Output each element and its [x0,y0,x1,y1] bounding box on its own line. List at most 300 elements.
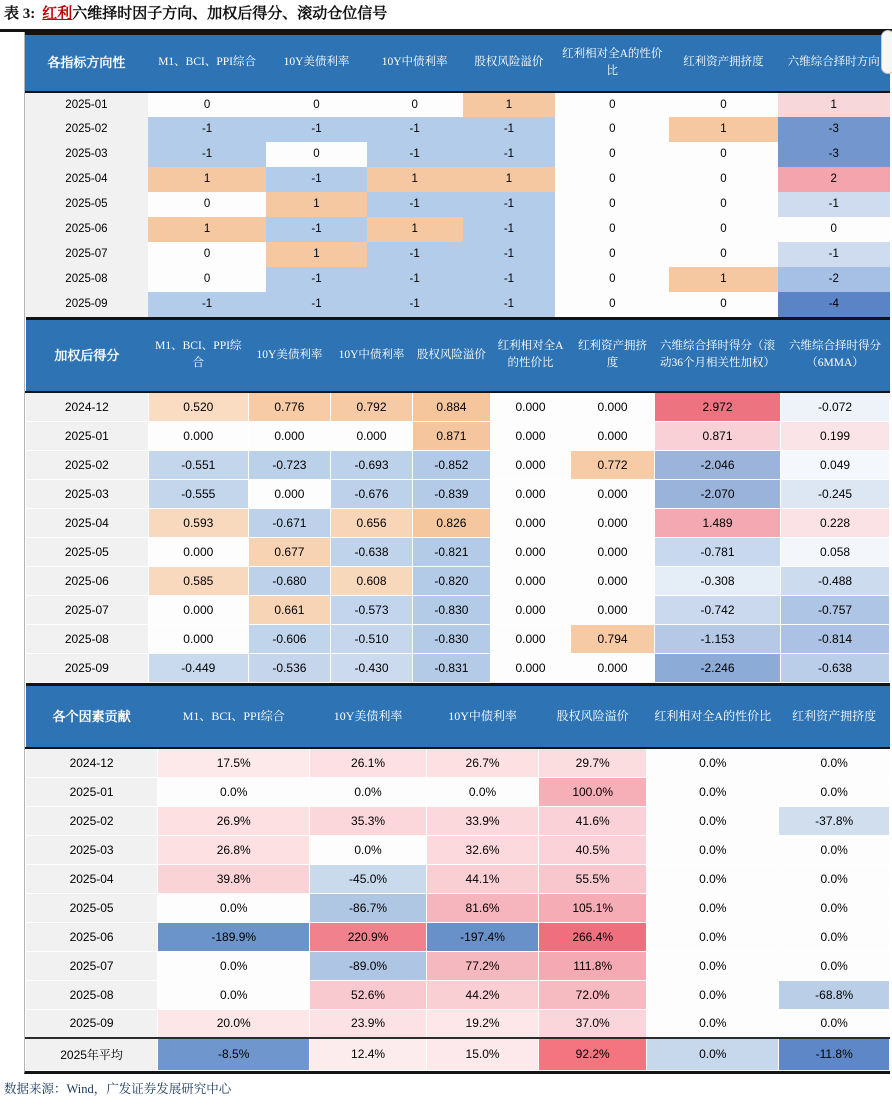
data-cell: 0.000 [248,421,330,450]
data-cell: 0.0% [647,777,779,806]
data-cell: 0.0% [426,777,538,806]
data-cell: 0.000 [490,450,570,479]
data-cell: 0.000 [571,537,655,566]
header-row [26,684,890,748]
row-label: 2025-05 [26,893,158,922]
data-cell: 0 [266,142,366,167]
data-cell: 0.000 [148,595,248,624]
data-cell: 41.6% [539,806,647,835]
data-cell: 0.000 [490,392,570,421]
data-cell: 0 [555,92,669,117]
row-label: 2025-03 [26,479,149,508]
data-cell: -1 [463,217,556,242]
data-cell: 1 [148,217,267,242]
data-cell: -0.449 [148,653,248,682]
row-label: 2025-05 [25,192,148,217]
data-cell: -1 [367,267,463,292]
column-header: 六维综合择时得分（6MMA） [781,318,890,392]
data-cell: 55.5% [539,864,647,893]
data-cell: -45.0% [310,864,427,893]
data-cell: 0.772 [571,450,655,479]
data-cell: 0.0% [647,893,779,922]
data-cell: 17.5% [158,748,310,777]
data-cell: 1 [463,167,556,192]
data-cell: -0.638 [781,653,890,682]
data-cell: 0.661 [248,595,330,624]
table-row [26,1009,890,1038]
data-cell: 0 [669,242,777,267]
data-cell: 0.000 [148,421,248,450]
column-header: 10Y中债利率 [330,318,412,392]
data-cell: -2.246 [654,653,780,682]
data-source-note: 数据来源：Wind，广发证券发展研究中心 [4,1081,232,1096]
data-cell: -86.7% [310,893,427,922]
table-row [25,142,890,167]
data-cell: 0.0% [647,835,779,864]
table-row [26,537,890,566]
table-row [26,951,890,980]
data-cell: 100.0% [539,777,647,806]
data-cell: -0.830 [413,624,491,653]
data-cell: -0.723 [248,450,330,479]
data-cell: 0 [555,142,669,167]
data-cell: 0.0% [779,864,890,893]
row-label: 2025-02 [26,450,149,479]
data-cell: 0 [669,92,777,117]
column-header: 红利相对全A的性价比 [647,684,779,748]
row-label: 2025-09 [26,653,149,682]
data-cell: 0.000 [571,479,655,508]
data-cell: -1 [266,117,366,142]
data-cell: -11.8% [779,1038,890,1070]
column-header: 红利资产拥挤度 [571,318,655,392]
table-direction [25,32,890,317]
data-cell: 0.677 [248,537,330,566]
data-cell: 19.2% [426,1009,538,1038]
data-cell: 0.000 [248,479,330,508]
data-cell: -0.820 [413,566,491,595]
data-cell: 2 [778,167,891,192]
data-cell: 44.2% [426,980,538,1009]
data-cell: 0.0% [779,951,890,980]
table-row [26,479,890,508]
data-cell: 1 [266,242,366,267]
data-cell: -37.8% [779,806,890,835]
table-row [26,893,890,922]
data-cell: -0.488 [781,566,890,595]
data-cell: 0 [555,267,669,292]
section-label: 各个因素贡献 [26,684,158,748]
data-cell: -1 [778,192,891,217]
column-header: 10Y美债利率 [310,684,427,748]
data-cell: 0.000 [490,479,570,508]
row-label: 2025-03 [25,142,148,167]
data-cell: 1 [778,92,891,117]
data-cell: -0.852 [413,450,491,479]
data-cell: -1 [148,292,267,317]
table-row [26,864,890,893]
data-cell: -0.072 [781,392,890,421]
data-cell: 0.0% [779,835,890,864]
table-row [26,508,890,537]
row-label: 2025-07 [26,951,158,980]
table-row [26,421,890,450]
data-cell: -0.830 [413,595,491,624]
column-header: 股权风险溢价 [413,318,491,392]
data-cell: 0 [148,92,267,117]
data-cell: 0.000 [571,508,655,537]
data-cell: 0 [555,292,669,317]
column-header: 10Y美债利率 [248,318,330,392]
column-header: M1、BCI、PPI综合 [158,684,310,748]
data-cell: -2.046 [654,450,780,479]
table-row [26,1038,890,1070]
row-label: 2025-02 [26,806,158,835]
data-cell: -0.638 [330,537,412,566]
data-cell: 0.0% [647,806,779,835]
data-cell: 40.5% [539,835,647,864]
header-row [26,318,890,392]
data-cell: 0.0% [647,980,779,1009]
data-cell: -0.680 [248,566,330,595]
data-cell: -0.831 [413,653,491,682]
data-cell: 0 [669,142,777,167]
data-cell: 0.826 [413,508,491,537]
data-cell: -0.573 [330,595,412,624]
data-cell: 0.608 [330,566,412,595]
data-cell: -0.245 [781,479,890,508]
data-cell: 0 [148,192,267,217]
table-row [25,217,890,242]
data-cell: 0 [669,217,777,242]
row-label: 2024-12 [26,748,158,777]
data-cell: -1 [463,242,556,267]
data-cell: -0.536 [248,653,330,682]
data-cell: 35.3% [310,806,427,835]
data-cell: -1 [367,192,463,217]
data-cell: -1 [463,117,556,142]
data-cell: 0.000 [490,508,570,537]
data-cell: -0.693 [330,450,412,479]
data-cell: 1 [367,167,463,192]
data-cell: 0.884 [413,392,491,421]
section-label: 各指标方向性 [25,34,148,92]
data-cell: 0 [555,117,669,142]
table-row [26,392,890,421]
data-cell: -0.757 [781,595,890,624]
data-cell: -0.551 [148,450,248,479]
data-cell: 0.0% [779,748,890,777]
data-cell: -1 [463,267,556,292]
data-cell: 0.228 [781,508,890,537]
data-cell: 1 [463,92,556,117]
data-cell: -1 [148,117,267,142]
data-cell: 0.0% [647,1038,779,1070]
data-cell: 0.792 [330,392,412,421]
data-cell: 33.9% [426,806,538,835]
data-cell: 0.000 [571,653,655,682]
data-cell: 12.4% [310,1038,427,1070]
column-header: 红利相对全A的性价比 [555,34,669,92]
data-cell: 0 [669,192,777,217]
data-cell: -189.9% [158,922,310,951]
data-cell: 0.0% [310,777,427,806]
data-cell: -0.308 [654,566,780,595]
column-header: 红利相对全A的性价比 [490,318,570,392]
data-cell: 0.0% [647,864,779,893]
table-row [26,777,890,806]
row-label: 2025-05 [26,537,149,566]
data-cell: 0 [669,292,777,317]
row-label: 2025-08 [25,267,148,292]
data-cell: 0.000 [490,421,570,450]
data-cell: 0.0% [647,922,779,951]
data-cell: 0 [778,217,891,242]
data-cell: 0.000 [490,566,570,595]
table-row [26,922,890,951]
data-cell: -1 [266,217,366,242]
data-cell: 0.656 [330,508,412,537]
data-cell: -2.070 [654,479,780,508]
data-cell: -1 [266,167,366,192]
data-cell: 0 [266,92,366,117]
row-label: 2025-06 [25,217,148,242]
data-cell: 0 [555,217,669,242]
data-cell: -0.742 [654,595,780,624]
data-cell: 0.000 [490,624,570,653]
data-cell: 0 [669,167,777,192]
data-cell: -0.555 [148,479,248,508]
row-label: 2025-02 [25,117,148,142]
data-cell: -1 [266,267,366,292]
table-row [25,117,890,142]
data-cell: 23.9% [310,1009,427,1038]
data-cell: 0.0% [158,951,310,980]
data-cell: 0.0% [310,835,427,864]
data-cell: 0 [555,242,669,267]
data-cell: 0.199 [781,421,890,450]
table-row [26,624,890,653]
data-cell: -1 [463,292,556,317]
row-label: 2025-06 [26,566,149,595]
data-cell: 0.000 [148,624,248,653]
data-cell: 1 [148,167,267,192]
data-cell: -1.153 [654,624,780,653]
scrollbar-thumb[interactable] [881,30,892,74]
data-cell: 0.871 [654,421,780,450]
data-cell: -0.781 [654,537,780,566]
data-cell: 26.7% [426,748,538,777]
table-row [25,167,890,192]
data-cell: 0.520 [148,392,248,421]
column-header: 红利资产拥挤度 [779,684,890,748]
header-row [25,34,890,92]
data-cell: 0.000 [490,653,570,682]
row-label: 2025-09 [26,1009,158,1038]
data-cell: -3 [778,142,891,167]
data-cell: 26.1% [310,748,427,777]
data-cell: 0.776 [248,392,330,421]
column-header: M1、BCI、PPI综合 [148,34,267,92]
row-label: 2025-07 [26,595,149,624]
data-cell: -4 [778,292,891,317]
data-cell: 0 [367,92,463,117]
row-label: 2025-01 [25,92,148,117]
data-cell: 0.058 [781,537,890,566]
data-cell: -0.676 [330,479,412,508]
data-cell: 0.0% [779,893,890,922]
data-cell: 1 [266,192,366,217]
tables-container [24,32,890,1074]
data-cell: 0.0% [158,777,310,806]
data-cell: 44.1% [426,864,538,893]
data-cell: -0.510 [330,624,412,653]
data-cell: 0.871 [413,421,491,450]
data-cell: 0.0% [647,1009,779,1038]
data-cell: 0 [555,167,669,192]
data-cell: 0.585 [148,566,248,595]
table-row [25,267,890,292]
data-cell: 0 [148,267,267,292]
data-cell: 111.8% [539,951,647,980]
table-number: 表 3: [4,6,36,22]
row-label: 2025-08 [26,980,158,1009]
data-cell: 39.8% [158,864,310,893]
data-cell: 92.2% [539,1038,647,1070]
data-cell: 81.6% [426,893,538,922]
data-cell: 0.0% [647,748,779,777]
data-cell: 0.049 [781,450,890,479]
data-cell: -2 [778,267,891,292]
table-weighted-score [25,317,890,683]
data-cell: 0.000 [148,537,248,566]
section-label: 加权后得分 [26,318,149,392]
table-row [25,192,890,217]
data-cell: -8.5% [158,1038,310,1070]
data-cell: -1 [778,242,891,267]
table-row [25,242,890,267]
data-cell: 72.0% [539,980,647,1009]
data-cell: 37.0% [539,1009,647,1038]
row-label: 2025-03 [26,835,158,864]
column-header: 股权风险溢价 [463,34,556,92]
data-cell: 105.1% [539,893,647,922]
column-header: 六维综合择时得分（滚动36个月相关性加权） [654,318,780,392]
title-highlight-link[interactable]: 红利 [42,6,73,22]
row-label: 2025-04 [26,508,149,537]
data-cell: -1 [148,142,267,167]
data-cell: 266.4% [539,922,647,951]
data-cell: -1 [463,142,556,167]
data-cell: -0.606 [248,624,330,653]
table-row [26,748,890,777]
table-row [26,653,890,682]
data-cell: -1 [463,192,556,217]
data-cell: 1.489 [654,508,780,537]
data-cell: -0.821 [413,537,491,566]
data-cell: 0.0% [779,777,890,806]
data-cell: 0.593 [148,508,248,537]
table-title [0,0,892,26]
data-cell: -1 [367,142,463,167]
data-cell: -0.839 [413,479,491,508]
column-header: 10Y中债利率 [426,684,538,748]
data-cell: 0.000 [571,595,655,624]
data-cell: -1 [367,242,463,267]
table-row [26,566,890,595]
row-label: 2025-07 [25,242,148,267]
data-cell: 0.000 [330,421,412,450]
data-cell: 0 [148,242,267,267]
column-header: 股权风险溢价 [539,684,647,748]
data-cell: 1 [669,117,777,142]
data-cell: 1 [669,267,777,292]
data-cell: 0.0% [158,893,310,922]
table-row [26,806,890,835]
data-cell: 1 [367,217,463,242]
data-cell: -1 [266,292,366,317]
row-label: 2025-04 [25,167,148,192]
table-row [25,292,890,317]
data-cell: 52.6% [310,980,427,1009]
column-header: M1、BCI、PPI综合 [148,318,248,392]
data-cell: 0.0% [158,980,310,1009]
row-label: 2025-04 [26,864,158,893]
table-row [26,980,890,1009]
data-cell: 0.000 [490,537,570,566]
data-cell: -1 [367,117,463,142]
data-cell: 0.000 [571,421,655,450]
data-cell: 0.000 [571,566,655,595]
column-header: 10Y中债利率 [367,34,463,92]
data-cell: 15.0% [426,1038,538,1070]
data-cell: 2.972 [654,392,780,421]
data-cell: 0.0% [779,922,890,951]
table-factor-contribution [25,683,890,1071]
data-cell: 0 [555,192,669,217]
column-header: 红利资产拥挤度 [669,34,777,92]
row-label: 2025-06 [26,922,158,951]
title-text: 六维择时因子方向、加权后得分、滚动仓位信号 [72,6,388,22]
data-cell: -197.4% [426,922,538,951]
data-cell: 26.8% [158,835,310,864]
data-cell: 20.0% [158,1009,310,1038]
data-cell: -68.8% [779,980,890,1009]
data-cell: -89.0% [310,951,427,980]
table-row [26,450,890,479]
data-cell: 0.0% [647,951,779,980]
row-label: 2025年平均 [26,1038,158,1070]
data-cell: 0.794 [571,624,655,653]
row-label: 2025-08 [26,624,149,653]
data-cell: -0.671 [248,508,330,537]
row-label: 2025-01 [26,777,158,806]
row-label: 2025-09 [25,292,148,317]
data-cell: 29.7% [539,748,647,777]
data-cell: 0.000 [571,392,655,421]
data-cell: 32.6% [426,835,538,864]
table-row [26,595,890,624]
data-cell: -0.430 [330,653,412,682]
column-header: 六维综合择时方向 [778,34,891,92]
data-cell: 26.9% [158,806,310,835]
data-cell: 77.2% [426,951,538,980]
table-row [26,835,890,864]
data-cell: -1 [367,292,463,317]
data-cell: 0.000 [490,595,570,624]
column-header: 10Y美债利率 [266,34,366,92]
row-label: 2024-12 [26,392,149,421]
